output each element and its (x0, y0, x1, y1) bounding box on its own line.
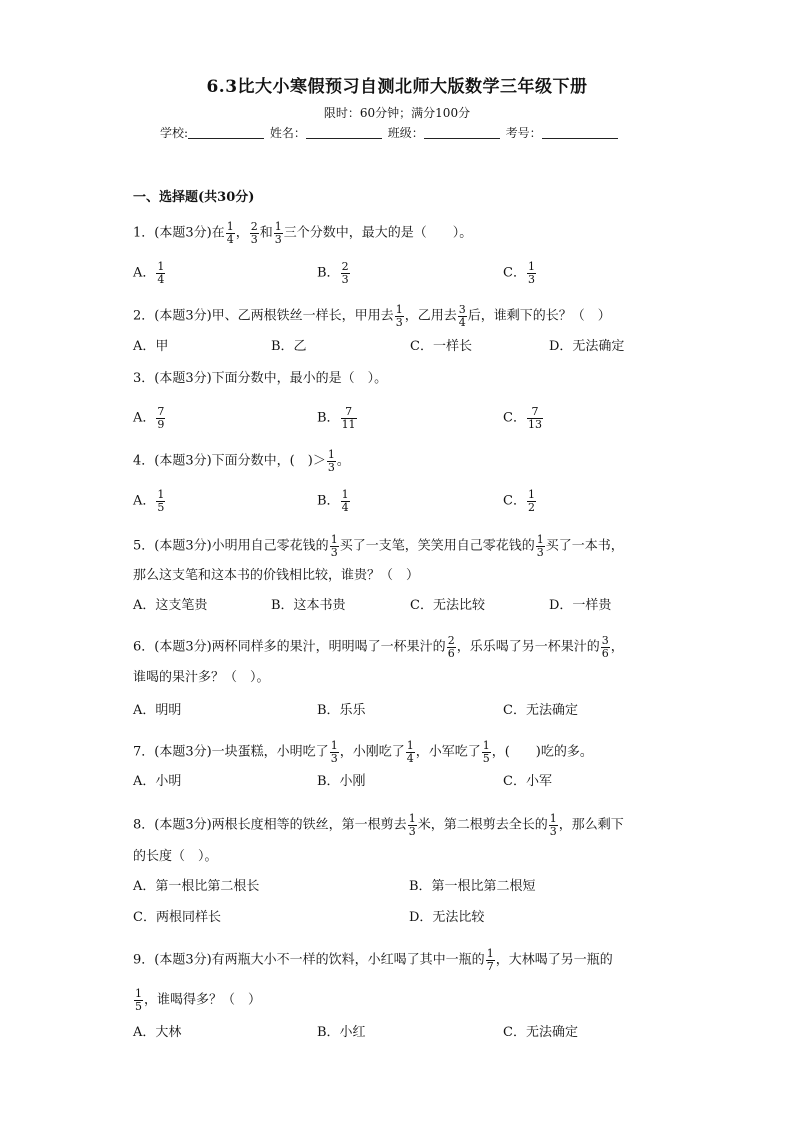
fraction (486, 948, 495, 972)
text-run: 。 (336, 453, 350, 469)
question-8-option-d[interactable] (409, 911, 484, 924)
fraction-denominator: 9 (157, 417, 165, 431)
text-run: 和 (259, 225, 273, 241)
fraction-denominator: 4 (341, 500, 349, 514)
class-label: 班级： (387, 126, 424, 140)
text-run: 买了一支笔，笑笑用自己零花钱的 (339, 538, 535, 554)
question-3-option-c[interactable] (503, 406, 544, 430)
text-run: 5．(本题3分)小明用自己零花钱的 (133, 538, 329, 554)
text-run: C． (503, 410, 526, 426)
text-run: A．明明 (133, 703, 182, 718)
fraction-denominator: 11 (341, 417, 356, 431)
text-run: B． (317, 410, 340, 426)
text-run: 2．(本题3分)甲、乙两根铁丝一样长，甲用去 (133, 308, 394, 324)
question-6-option-a[interactable] (133, 704, 181, 717)
text-run: 7．(本题3分)一块蛋糕，小明吃了 (133, 744, 329, 760)
fraction (330, 740, 339, 764)
fraction (601, 635, 610, 659)
fraction-numerator: 1 (395, 303, 403, 316)
fraction (549, 813, 558, 837)
question-1-option-c[interactable] (503, 261, 537, 285)
text-run: ，( )吃的多。 (491, 744, 593, 760)
text-run: ，那么剩下 (558, 817, 624, 833)
fraction-numerator: 1 (486, 947, 494, 960)
fraction (250, 221, 259, 245)
text-run: ， (235, 225, 249, 241)
question-8-line-1 (133, 813, 624, 837)
text-run: D．无法比较 (409, 910, 485, 925)
fraction-denominator: 4 (157, 272, 165, 286)
fraction-denominator: 3 (327, 460, 335, 474)
question-6-option-b[interactable] (317, 704, 366, 717)
text-run: A． (133, 265, 156, 281)
fraction (156, 406, 165, 430)
fraction-numerator: 3 (601, 634, 609, 647)
fraction (527, 489, 536, 513)
school-blank[interactable] (188, 126, 264, 139)
text-run: 谁喝的果汁多？（ ）。 (133, 670, 270, 685)
fraction (156, 489, 165, 513)
fraction (327, 449, 336, 473)
text-run: 那么这支笔和这本书的价钱相比较，谁贵？（ ） (133, 568, 420, 583)
question-3-option-a[interactable] (133, 406, 166, 430)
fraction-denominator: 5 (135, 999, 142, 1013)
school-label: 学校: (160, 126, 189, 140)
fraction-numerator: 3 (458, 303, 466, 316)
question-8-option-c[interactable] (133, 911, 221, 924)
question-5-option-d[interactable] (549, 599, 611, 612)
text-run: B． (317, 493, 340, 509)
text-run: ，小刚吃了 (339, 744, 405, 760)
fraction-numerator: 1 (157, 488, 165, 501)
fraction-numerator: 1 (406, 739, 414, 752)
question-8-option-a[interactable] (133, 880, 259, 893)
fraction-numerator: 1 (408, 812, 416, 825)
text-run: A．这支笔贵 (133, 598, 208, 613)
fraction-numerator: 1 (330, 533, 338, 546)
fraction-numerator: 1 (527, 488, 535, 501)
question-9-line-1 (133, 948, 613, 972)
fraction-numerator: 1 (274, 220, 282, 233)
fraction (527, 261, 536, 285)
fraction (447, 635, 456, 659)
fraction-denominator: 3 (341, 272, 349, 286)
question-7-option-b[interactable] (317, 775, 366, 788)
fraction (408, 813, 417, 837)
text-run: 后，谁剩下的长？（ ） (467, 308, 611, 324)
question-3-line-1 (133, 372, 387, 385)
text-run: ， (610, 639, 624, 655)
text-run: 三个分数中，最大的是（ ）。 (283, 225, 473, 241)
fraction-numerator: 1 (135, 987, 142, 1000)
text-run: C．一样长 (410, 339, 472, 354)
question-2-option-a[interactable] (133, 340, 168, 353)
text-run: B．这本书贵 (271, 598, 346, 613)
text-run: B．乐乐 (317, 703, 366, 718)
question-2-line-1 (133, 304, 611, 328)
text-run: C． (503, 265, 526, 281)
fraction-denominator: 2 (527, 500, 535, 514)
text-run: B．乙 (271, 339, 307, 354)
fraction (341, 261, 350, 285)
fraction-numerator: 1 (482, 739, 490, 752)
fraction-denominator: 3 (330, 751, 338, 765)
text-run: C．无法比较 (410, 598, 485, 613)
fraction-denominator: 3 (250, 232, 258, 246)
fraction-denominator: 3 (408, 824, 416, 838)
question-7-option-a[interactable] (133, 775, 181, 788)
text-run: B．小红 (317, 1025, 366, 1040)
text-run: A． (133, 493, 156, 509)
text-run: 9．(本题3分)有两瓶大小不一样的饮料，小红喝了其中一瓶的 (133, 952, 485, 968)
question-4-line-1 (133, 449, 350, 473)
fraction (458, 304, 467, 328)
fraction-denominator: 5 (157, 500, 165, 514)
fraction-numerator: 7 (157, 405, 165, 418)
fraction (156, 261, 165, 285)
number-blank[interactable] (542, 126, 618, 139)
text-run: B．小刚 (317, 774, 366, 789)
fraction-numerator: 1 (330, 739, 338, 752)
text-run: 8．(本题3分)两根长度相等的铁丝，第一根剪去 (133, 817, 407, 833)
name-label: 姓名： (269, 126, 306, 140)
question-2-option-d[interactable] (549, 340, 624, 353)
page-title: 6.3比大小寒假预习自测北师大版数学三年级下册 (206, 77, 588, 97)
fraction-numerator: 7 (345, 405, 353, 418)
number-label: 考号： (505, 126, 542, 140)
fraction-denominator: 5 (482, 751, 490, 765)
fraction-numerator: 1 (157, 260, 165, 273)
fraction-denominator: 3 (527, 272, 535, 286)
text-run: ，大林喝了另一瓶的 (495, 952, 613, 968)
fraction (527, 406, 543, 430)
fraction-denominator: 3 (274, 232, 282, 246)
question-3-option-b[interactable] (317, 406, 358, 430)
text-run: A．第一根比第二根长 (133, 879, 260, 894)
question-8-option-b[interactable] (409, 880, 536, 893)
fraction (482, 740, 491, 764)
question-9-line-2 (133, 988, 261, 1012)
fraction (341, 489, 350, 513)
question-8-line-2 (133, 850, 218, 863)
fraction (274, 221, 283, 245)
question-4-option-a[interactable] (133, 489, 166, 513)
student-info-line (160, 124, 620, 141)
text-run: 米，第二根剪去全长的 (417, 817, 548, 833)
fraction-denominator: 6 (447, 646, 455, 660)
text-run: D．无法确定 (549, 339, 625, 354)
text-run: ，乙用去 (404, 308, 457, 324)
text-run: 6．(本题3分)两杯同样多的果汁，明明喝了一杯果汁的 (133, 639, 446, 655)
question-9-option-c[interactable] (503, 1026, 578, 1039)
text-run: ，小军吃了 (415, 744, 481, 760)
fraction-numerator: 7 (531, 405, 539, 418)
fraction (226, 221, 235, 245)
fraction-denominator: 4 (406, 751, 414, 765)
text-run: A． (133, 410, 156, 426)
fraction (134, 988, 143, 1012)
question-2-option-c[interactable] (410, 340, 472, 353)
question-1-line-1 (133, 221, 472, 245)
question-2-option-b[interactable] (271, 340, 307, 353)
text-run: B． (317, 265, 340, 281)
fraction (395, 304, 404, 328)
text-run: 的长度（ ）。 (133, 849, 218, 864)
fraction-denominator: 6 (601, 646, 609, 660)
question-1-option-a[interactable] (133, 261, 166, 285)
text-run: B．第一根比第二根短 (409, 879, 536, 894)
text-run: A．甲 (133, 339, 169, 354)
text-run: ，谁喝得多？（ ） (144, 992, 262, 1008)
question-6-option-c[interactable] (503, 704, 578, 717)
question-5-line-2 (133, 569, 419, 582)
fraction-numerator: 1 (341, 488, 349, 501)
question-9-option-b[interactable] (317, 1026, 366, 1039)
fraction-denominator: 3 (536, 545, 544, 559)
fraction-numerator: 2 (250, 220, 258, 233)
fraction-denominator: 4 (226, 232, 234, 246)
text-run: 4．(本题3分)下面分数中，( )＞ (133, 453, 326, 469)
text-run: C．无法确定 (503, 1025, 578, 1040)
question-5-option-a[interactable] (133, 599, 207, 612)
fraction-denominator: 3 (549, 824, 557, 838)
text-run: ，乐乐喝了另一杯果汁的 (456, 639, 600, 655)
question-1-option-b[interactable] (317, 261, 351, 285)
text-run: 买了一本书， (545, 538, 624, 554)
fraction-numerator: 2 (447, 634, 455, 647)
fraction-denominator: 7 (486, 959, 494, 973)
section-heading: 一、选择题(共30分) (133, 190, 255, 205)
text-run: 1．(本题3分)在 (133, 225, 225, 241)
question-4-option-c[interactable] (503, 489, 537, 513)
question-9-option-a[interactable] (133, 1026, 181, 1039)
time-score-limit: 限时：60分钟；满分100分 (323, 106, 471, 120)
fraction (406, 740, 415, 764)
fraction-numerator: 1 (536, 533, 544, 546)
fraction (330, 534, 339, 558)
text-run: 3．(本题3分)下面分数中，最小的是（ ）。 (133, 371, 388, 386)
text-run: C． (503, 493, 526, 509)
text-run: D．一样贵 (549, 598, 612, 613)
fraction (536, 534, 545, 558)
fraction-numerator: 1 (327, 448, 335, 461)
question-5-option-b[interactable] (271, 599, 346, 612)
fraction-numerator: 2 (341, 260, 349, 273)
fraction-numerator: 1 (527, 260, 535, 273)
question-5-line-1 (133, 534, 624, 558)
question-4-option-b[interactable] (317, 489, 351, 513)
text-run: C．两根同样长 (133, 910, 221, 925)
question-6-line-2 (133, 671, 270, 684)
class-blank[interactable] (424, 126, 500, 139)
fraction (341, 406, 357, 430)
fraction-denominator: 3 (330, 545, 338, 559)
fraction-numerator: 1 (549, 812, 557, 825)
text-run: A．小明 (133, 774, 182, 789)
question-7-option-c[interactable] (503, 775, 552, 788)
question-7-line-1 (133, 740, 593, 764)
text-run: C．无法确定 (503, 703, 578, 718)
text-run: C．小军 (503, 774, 552, 789)
text-run: A．大林 (133, 1025, 182, 1040)
fraction-numerator: 1 (226, 220, 234, 233)
fraction-denominator: 3 (395, 315, 403, 329)
fraction-denominator: 4 (458, 315, 466, 329)
question-5-option-c[interactable] (410, 599, 485, 612)
name-blank[interactable] (306, 126, 382, 139)
fraction-denominator: 13 (527, 417, 542, 431)
question-6-line-1 (133, 635, 624, 659)
